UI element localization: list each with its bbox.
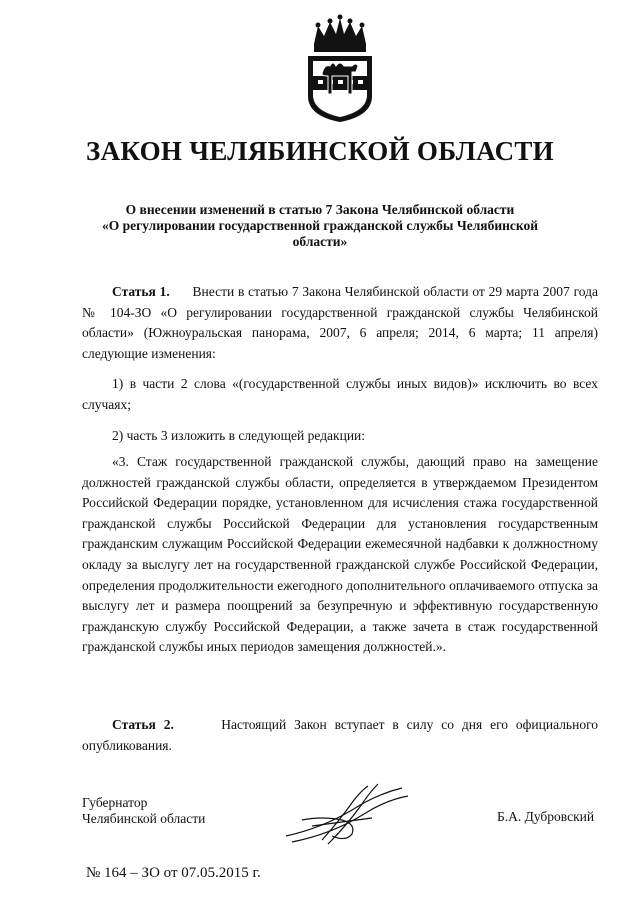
position-line: Губернатор (82, 795, 148, 810)
article-2 (82, 715, 598, 756)
article-1-quote: «3. Стаж государственной гражданской службы, дающий право на замещение должностей гражданской службы области, определяется в утверждаемом Президентом Российской Федерации порядке, установленном для исчисления стажа государственной гражданской службы Российской Федерации для установления государственным гражданским служащим Российской Федерации ежемесячной надбавки к должностному окладу за выслугу лет на государственной гражданской службе Российской Федерации, определения продолжительности ежегодного дополнительного оплачиваемого отпуска за выслугу лет и размера поощрений за безупречную и эффективную государственную гражданскую службу Российской Федерации, а также зачета в стаж государственной гражданской службы иных периодов замещения должностей.». (82, 454, 598, 655)
article-2-text: Настоящий Закон вступает в силу со дня его официального опубликования. (82, 717, 599, 753)
subtitle-line: «О регулировании государственной гражданской службы Челябинской (101, 218, 539, 233)
article-2-label: Статья 2. (112, 717, 174, 732)
coat-of-arms-icon (300, 14, 380, 124)
signatory-position (82, 795, 205, 827)
article-1-item-2: 2) часть 3 изложить в следующей редакции: (112, 428, 366, 443)
signatory-name: Б.А. Дубровский (497, 809, 595, 824)
subtitle-line: области» (292, 234, 348, 249)
article-1-label: Статья 1. (112, 284, 170, 299)
article-1-item-1: 1) в части 2 слова «(государственной службы иных видов)» исключить во всех случаях; (82, 376, 598, 412)
document-title: ЗАКОН ЧЕЛЯБИНСКОЙ ОБЛАСТИ (86, 136, 554, 166)
signature-icon (282, 780, 412, 850)
article-1-text: Внести в статью 7 Закона Челябинской области от 29 марта 2007 года № 104-ЗО «О регулировании государственной гражданской службы Челябинской области» (Южноуральская панорама, 2007, 6 апреля; 2014, 6 марта; 11 апреля) следующие изменения: (82, 284, 598, 361)
document-subtitle (100, 202, 540, 250)
document-number: № 164 – ЗО от 07.05.2015 г. (86, 865, 261, 881)
position-line: Челябинской области (82, 811, 206, 826)
article-1-intro (82, 282, 598, 364)
subtitle-line: О внесении изменений в статью 7 Закона Челябинской области (125, 202, 515, 217)
